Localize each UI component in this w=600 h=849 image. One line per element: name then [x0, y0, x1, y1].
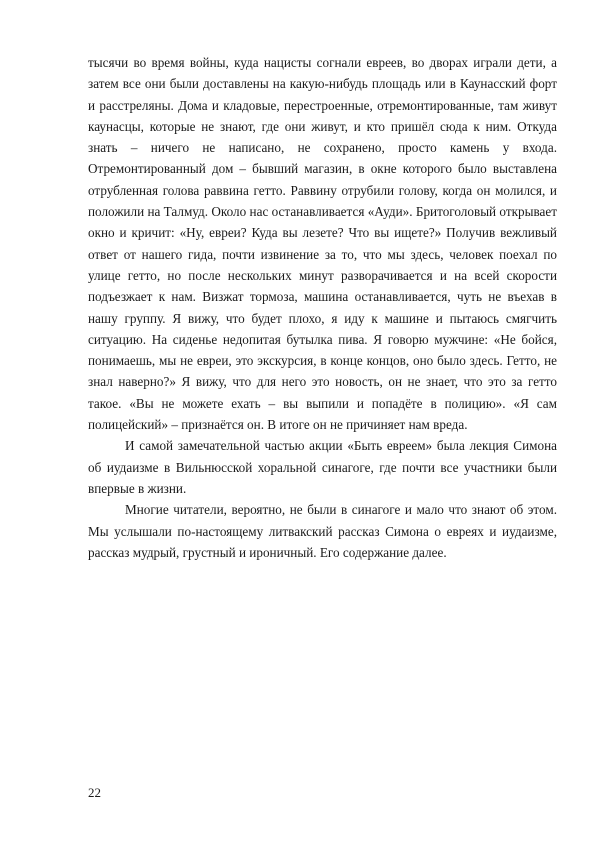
- paragraph-2: И самой замечательной частью акции «Быть евреем» была лекция Симона об иудаизме в Вильнюсской хоральной синагоге, где почти все участники были впервые в жизни.: [88, 438, 557, 496]
- paragraph-1: тысячи во время войны, куда нацисты согнали евреев, во дворах играли дети, а затем все они были доставлены на какую-нибудь площадь или в Каунасский форт и расстреляны. Дома и кладовые, перестроенные, отремонтированные, там живут каунасцы, которые не знают, где они живут, и кто пришёл сюда к ним. Откуда знать – ничего не написано, не сохранено, просто камень у входа. Отремонтированный дом – бывший магазин, в окне которого было выставлена отрубленная голова раввина гетто. Раввину отрубили голову, когда он молился, и положили на Талмуд. Около нас останавливается «Ауди». Бритоголовый открывает окно и кричит: «Ну, евреи? Куда вы лезете? Что вы ищете?» Получив вежливый ответ от нашего гида, почти извинение за то, что мы здесь, человек поехал по улице гетто, но после нескольких минут разворачивается и на всей скорости подъезжает к нам. Визжат тормоза, машина останавливается, чуть не въехав в нашу группу. Я вижу, что будет плохо, я иду к машине и пытаюсь смягчить ситуацию. На сиденье недопитая бутылка пива. Я говорю мужчине: «Не бойся, понимаешь, мы не евреи, это экскурсия, в конце концов, оно было здесь. Гетто, не знал наверно?» Я вижу, что для него это новость, он не знает, что это за гетто такое. «Вы не можете ехать – вы выпили и попадёте в полицию». «Я сам полицейский» – признаётся он. В итоге он не причиняет нам вреда.: [88, 55, 557, 433]
- page-number: 22: [88, 785, 101, 800]
- body-text: [88, 52, 557, 563]
- paragraph-3: Многие читатели, вероятно, не были в синагоге и мало что знают об этом. Мы услышали по-настоящему литвакский рассказ Симона о евреях и иудаизме, рассказ мудрый, грустный и ироничный. Его содержание далее.: [88, 502, 557, 560]
